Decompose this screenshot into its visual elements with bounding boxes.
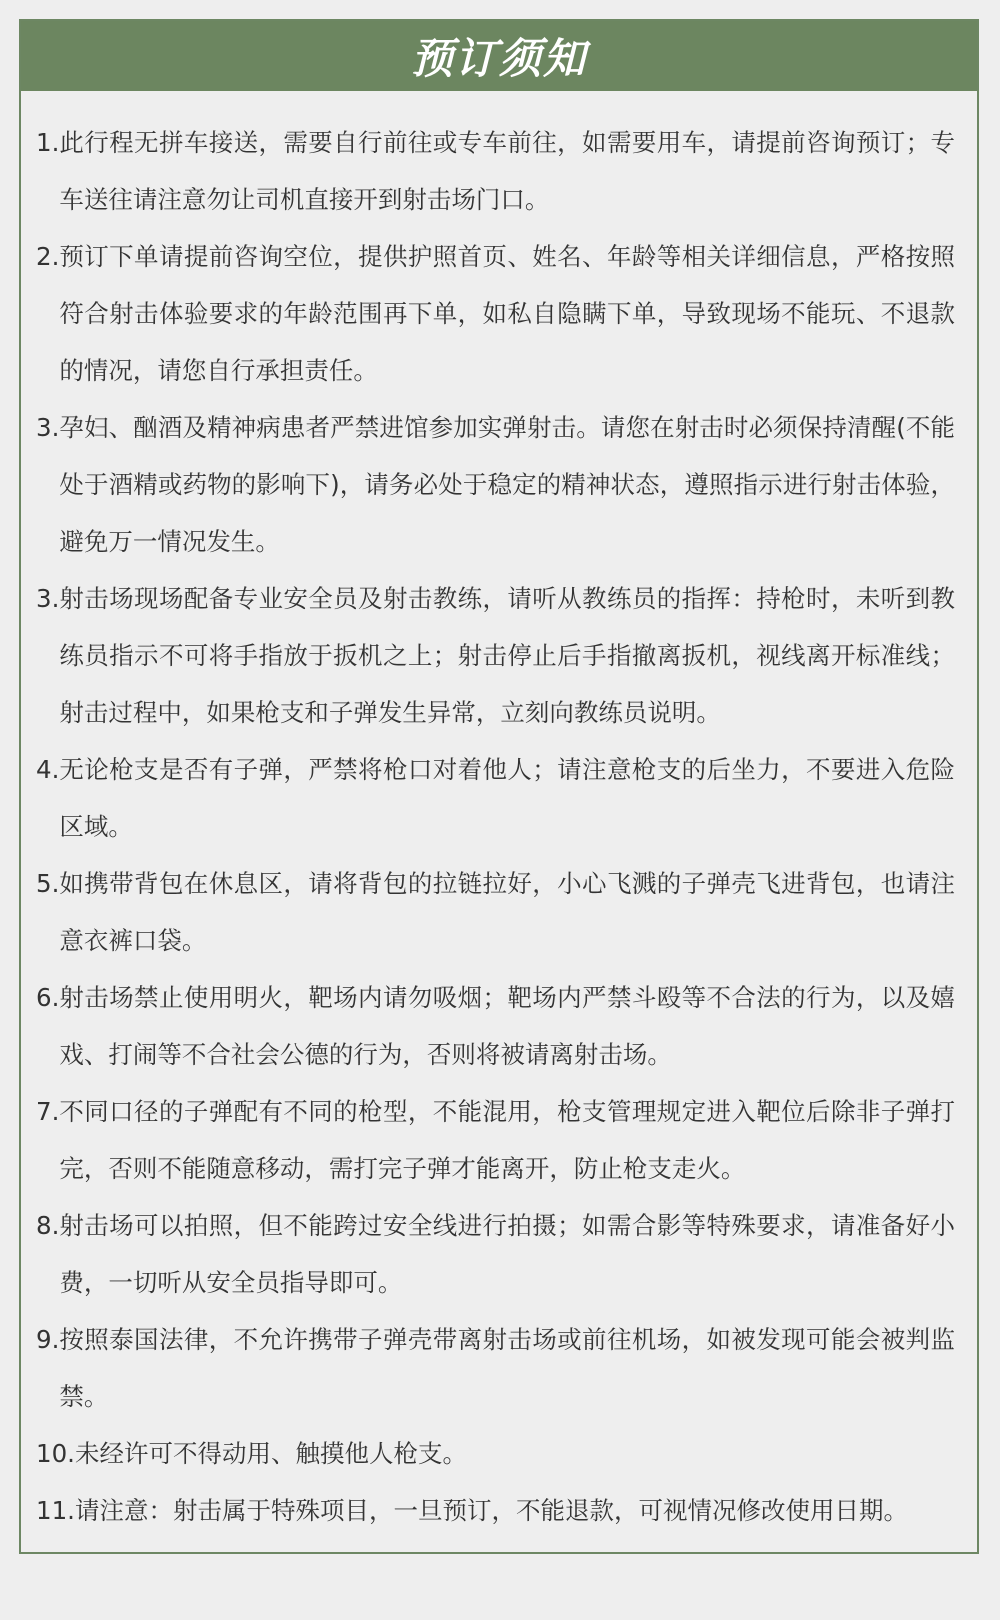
item-number: 6. [36, 983, 60, 1012]
item-number: 7. [36, 1097, 60, 1126]
item-number: 1. [36, 128, 60, 157]
notice-list [21, 91, 977, 1539]
item-text: 按照泰国法律，不允许携带子弹壳带离射击场或前往机场，如被发现可能会被判监禁。 [59, 1325, 955, 1411]
item-number: 8. [36, 1211, 60, 1240]
item-number: 5. [36, 869, 60, 898]
item-text: 此行程无拼车接送，需要自行前往或专车前往，如需要用车，请提前咨询预订；专车送往请注意勿让司机直接开到射击场门口。 [59, 128, 955, 214]
item-text: 射击场禁止使用明火，靶场内请勿吸烟；靶场内严禁斗殴等不合法的行为，以及嬉戏、打闹等不合社会公德的行为，否则将被请离射击场。 [59, 983, 955, 1069]
item-number: 10. [36, 1439, 75, 1468]
item-text: 孕妇、酗酒及精神病患者严禁进馆参加实弹射击。请您在射击时必须保持清醒(不能处于酒精或药物的影响下)，请务必处于稳定的精神状态，遵照指示进行射击体验，避免万一情况发生。 [59, 413, 955, 556]
booking-notice-card [19, 19, 979, 1554]
notice-item [21, 399, 977, 570]
notice-item [21, 855, 977, 969]
item-number: 9. [36, 1325, 60, 1354]
item-text: 未经许可不得动用、触摸他人枪支。 [74, 1439, 467, 1468]
item-number: 4. [36, 755, 60, 784]
notice-item [21, 741, 977, 855]
notice-item [21, 1197, 977, 1311]
item-number: 2. [36, 242, 60, 271]
notice-item [21, 969, 977, 1083]
item-text: 无论枪支是否有子弹，严禁将枪口对着他人；请注意枪支的后坐力，不要进入危险区域。 [59, 755, 955, 841]
notice-item [21, 1482, 977, 1539]
notice-item [21, 1311, 977, 1425]
notice-item [21, 570, 977, 741]
notice-header [21, 21, 977, 91]
item-text: 不同口径的子弹配有不同的枪型，不能混用，枪支管理规定进入靶位后除非子弹打完，否则不能随意移动，需打完子弹才能离开，防止枪支走火。 [59, 1097, 955, 1183]
item-text: 射击场现场配备专业安全员及射击教练，请听从教练员的指挥：持枪时，未听到教练员指示不可将手指放于扳机之上；射击停止后手指撤离扳机，视线离开标准线；射击过程中，如果枪支和子弹发生异常，立刻向教练员说明。 [59, 584, 955, 727]
item-number: 3. [36, 413, 60, 442]
notice-item [21, 1425, 977, 1482]
item-text: 请注意：射击属于特殊项目，一旦预订，不能退款，可视情况修改使用日期。 [74, 1496, 908, 1525]
item-number: 11. [36, 1496, 75, 1525]
notice-title: 预订须知 [410, 34, 587, 83]
notice-item [21, 228, 977, 399]
item-text: 预订下单请提前咨询空位，提供护照首页、姓名、年龄等相关详细信息，严格按照符合射击体验要求的年龄范围再下单，如私自隐瞒下单，导致现场不能玩、不退款的情况，请您自行承担责任。 [59, 242, 955, 385]
notice-item [21, 114, 977, 228]
notice-item [21, 1083, 977, 1197]
item-text: 如携带背包在休息区，请将背包的拉链拉好，小心飞溅的子弹壳飞进背包，也请注意衣裤口袋。 [59, 869, 955, 955]
item-number: 3. [36, 584, 60, 613]
item-text: 射击场可以拍照，但不能跨过安全线进行拍摄；如需合影等特殊要求，请准备好小费，一切听从安全员指导即可。 [59, 1211, 955, 1297]
